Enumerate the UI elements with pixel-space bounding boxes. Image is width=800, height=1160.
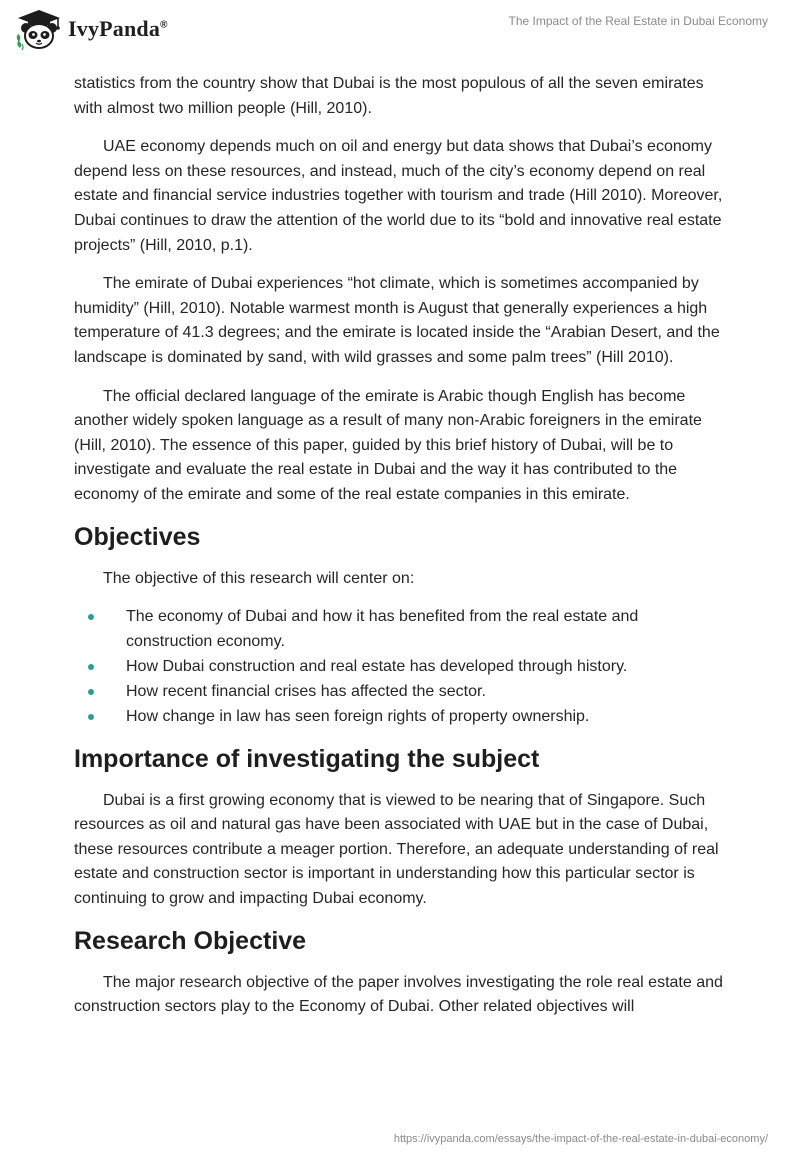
paragraph-economy: UAE economy depends much on oil and energy but data shows that Dubai’s economy depend less on these resources, and instead, much of the city’s economy depend on real estate and financial service industries together with tourism and trade (Hill 2010). Moreover, Dubai continues to draw the attention of the world due to its “bold and innovative real estate projects” (Hill, 2010, p.1). xyxy=(74,138,723,254)
brand-text: IvyPanda xyxy=(68,16,161,41)
panda-graduate-icon xyxy=(14,8,64,50)
bullet-icon xyxy=(88,664,94,670)
list-item xyxy=(74,605,726,654)
objectives-intro: The objective of this research will center on: xyxy=(103,569,415,587)
list-item xyxy=(74,680,726,705)
list-item xyxy=(74,705,726,730)
heading-research-objective: Research Objective xyxy=(74,926,307,955)
page-header xyxy=(0,0,800,66)
heading-objectives: Objectives xyxy=(74,522,201,551)
list-item-text: How recent financial crises has affected the sector. xyxy=(126,682,486,700)
paragraph-population: statistics from the country show that Dubai is the most populous of all the seven emirates with almost two million people (Hill, 2010). xyxy=(74,75,704,117)
document-title: The Impact of the Real Estate in Dubai Economy xyxy=(508,14,768,28)
bullet-icon xyxy=(88,689,94,695)
bullet-icon xyxy=(88,614,94,620)
source-url-link[interactable]: https://ivypanda.com/essays/the-impact-of-the-real-estate-in-dubai-economy/ xyxy=(393,1133,768,1145)
registered-mark: ® xyxy=(160,19,168,31)
paragraph-importance: Dubai is a first growing economy that is viewed to be nearing that of Singapore. Such resources as oil and natural gas have been associated with UAE but in the case of Dubai, these resources contribute a meager portion. Therefore, an adequate understanding of real estate and construction sector is important in understanding how this particular sector is continuing to grow and impacting Dubai economy. xyxy=(74,791,719,907)
paragraph-climate: The emirate of Dubai experiences “hot climate, which is sometimes accompanied by humidity” (Hill, 2010). Notable warmest month is August that generally experiences a high temperature of 41.3 degrees; and the emirate is located inside the “Arabian Desert, and the landscape is dominated by sand, with wild grasses and some palm trees” (Hill 2010). xyxy=(74,275,720,366)
list-item-text: The economy of Dubai and how it has benefited from the real estate and construction economy. xyxy=(126,608,639,650)
bullet-icon xyxy=(88,714,94,720)
ivypanda-logo[interactable] xyxy=(14,8,168,50)
list-item-text: How Dubai construction and real estate has developed through history. xyxy=(126,657,628,675)
brand-name xyxy=(68,16,168,42)
objectives-list xyxy=(74,605,726,729)
paragraph-language: The official declared language of the emirate is Arabic though English has become another widely spoken language as a result of many non-Arabic foreigners in the emirate (Hill, 2010). The essence of this paper, guided by this brief history of Dubai, will be to investigate and evaluate the real estate in Dubai and the way it has contributed to the economy of the emirate and some of the real estate companies in this emirate. xyxy=(74,387,702,503)
paragraph-research-objective: The major research objective of the paper involves investigating the role real estate and construction sectors play to the Economy of Dubai. Other related objectives will xyxy=(74,973,723,1016)
list-item-text: How change in law has seen foreign rights of property ownership. xyxy=(126,707,590,725)
list-item xyxy=(74,655,726,680)
heading-importance: Importance of investigating the subject xyxy=(74,744,540,773)
essay-content xyxy=(74,72,726,1034)
